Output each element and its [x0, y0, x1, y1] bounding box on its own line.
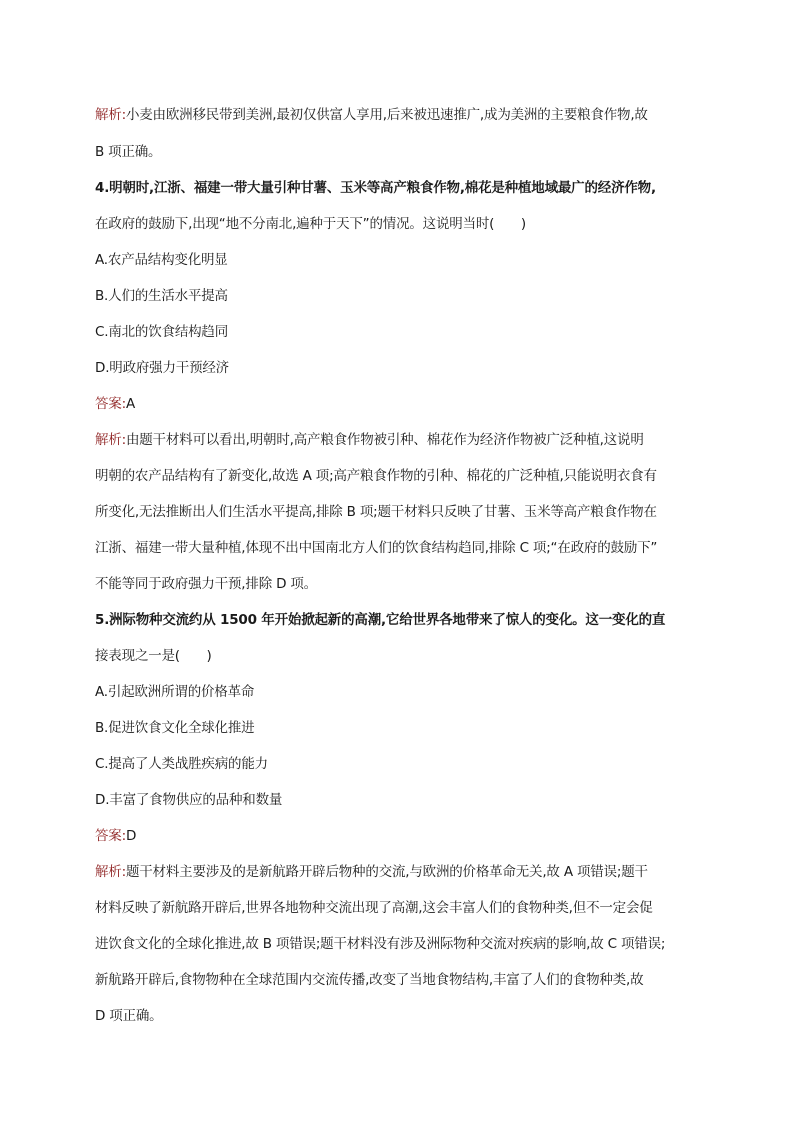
q4-analysis-line-1 [95, 430, 705, 450]
q4-analysis-line-4: 江浙、福建一带大量种植,体现不出中国南北方人们的饮食结构趋同,排除 C 项;“在政府的鼓励下” [95, 540, 658, 556]
q5-analysis-text-1: 题干材料主要涉及的是新航路开辟后物种的交流,与欧洲的价格革命无关,故 A 项错误;题干 [125, 864, 648, 880]
q5-option-d: D.丰富了食物供应的品种和数量 [95, 792, 283, 808]
q5-option-a: A.引起欧洲所谓的价格革命 [95, 684, 255, 700]
answer-label: 答案: [95, 828, 126, 844]
q4-option-d: D.明政府强力干预经济 [95, 360, 229, 376]
analysis-label: 解析: [95, 107, 126, 123]
q5-answer-line [95, 826, 705, 846]
q3-analysis-line-2: B 项正确。 [95, 144, 162, 160]
q5-analysis-line-4: 新航路开辟后,食物物种在全球范围内交流传播,改变了当地食物结构,丰富了人们的食物种类,故 [95, 972, 644, 988]
q4-analysis-line-3: 所变化,无法推断出人们生活水平提高,排除 B 项;题干材料只反映了甘薯、玉米等高产粮食作物在 [95, 504, 657, 520]
q5-stem-line-2: 接表现之一是( ) [95, 648, 212, 664]
q5-analysis-line-5: D 项正确。 [95, 1008, 163, 1024]
q4-analysis-line-5: 不能等同于政府强力干预,排除 D 项。 [95, 576, 317, 592]
analysis-label: 解析: [95, 432, 126, 448]
q5-stem-line-1: 5.洲际物种交流约从 1500 年开始掀起新的高潮,它给世界各地带来了惊人的变化。这一变化的直 [95, 612, 666, 628]
q4-stem-line-2: 在政府的鼓励下,出现“地不分南北,遍种于天下”的情况。这说明当时( ) [95, 216, 526, 232]
q4-option-c: C.南北的饮食结构趋同 [95, 324, 229, 340]
answer-label: 答案: [95, 396, 126, 412]
q5-option-c: C.提高了人类战胜疾病的能力 [95, 756, 268, 772]
q4-option-b: B.人们的生活水平提高 [95, 288, 228, 304]
q5-analysis-line-2: 材料反映了新航路开辟后,世界各地物种交流出现了高潮,这会丰富人们的食物种类,但不一定会促 [95, 900, 653, 916]
analysis-label: 解析: [95, 864, 126, 880]
q5-option-b: B.促进饮食文化全球化推进 [95, 720, 255, 736]
q4-option-a: A.农产品结构变化明显 [95, 252, 228, 268]
q4-stem-line-1: 4.明朝时,江浙、福建一带大量引种甘薯、玉米等高产粮食作物,棉花是种植地域最广的经济作物, [95, 180, 656, 196]
q4-answer-value: A [125, 396, 135, 412]
q4-analysis-line-2: 明朝的农产品结构有了新变化,故选 A 项;高产粮食作物的引种、棉花的广泛种植,只能说明衣食有 [95, 468, 657, 484]
q3-analysis-text-1: 小麦由欧洲移民带到美洲,最初仅供富人享用,后来被迅速推广,成为美洲的主要粮食作物,故 [125, 107, 648, 123]
q5-answer-value: D [125, 828, 137, 844]
q5-analysis-line-3: 进饮食文化的全球化推进,故 B 项错误;题干材料没有涉及洲际物种交流对疾病的影响,故 C 项错误; [95, 936, 666, 952]
q3-analysis-line-1 [95, 105, 705, 125]
q4-analysis-text-1: 由题干材料可以看出,明朝时,高产粮食作物被引种、棉花作为经济作物被广泛种植,这说明 [125, 432, 644, 448]
q4-answer-line [95, 394, 705, 414]
q5-analysis-line-1 [95, 862, 705, 882]
